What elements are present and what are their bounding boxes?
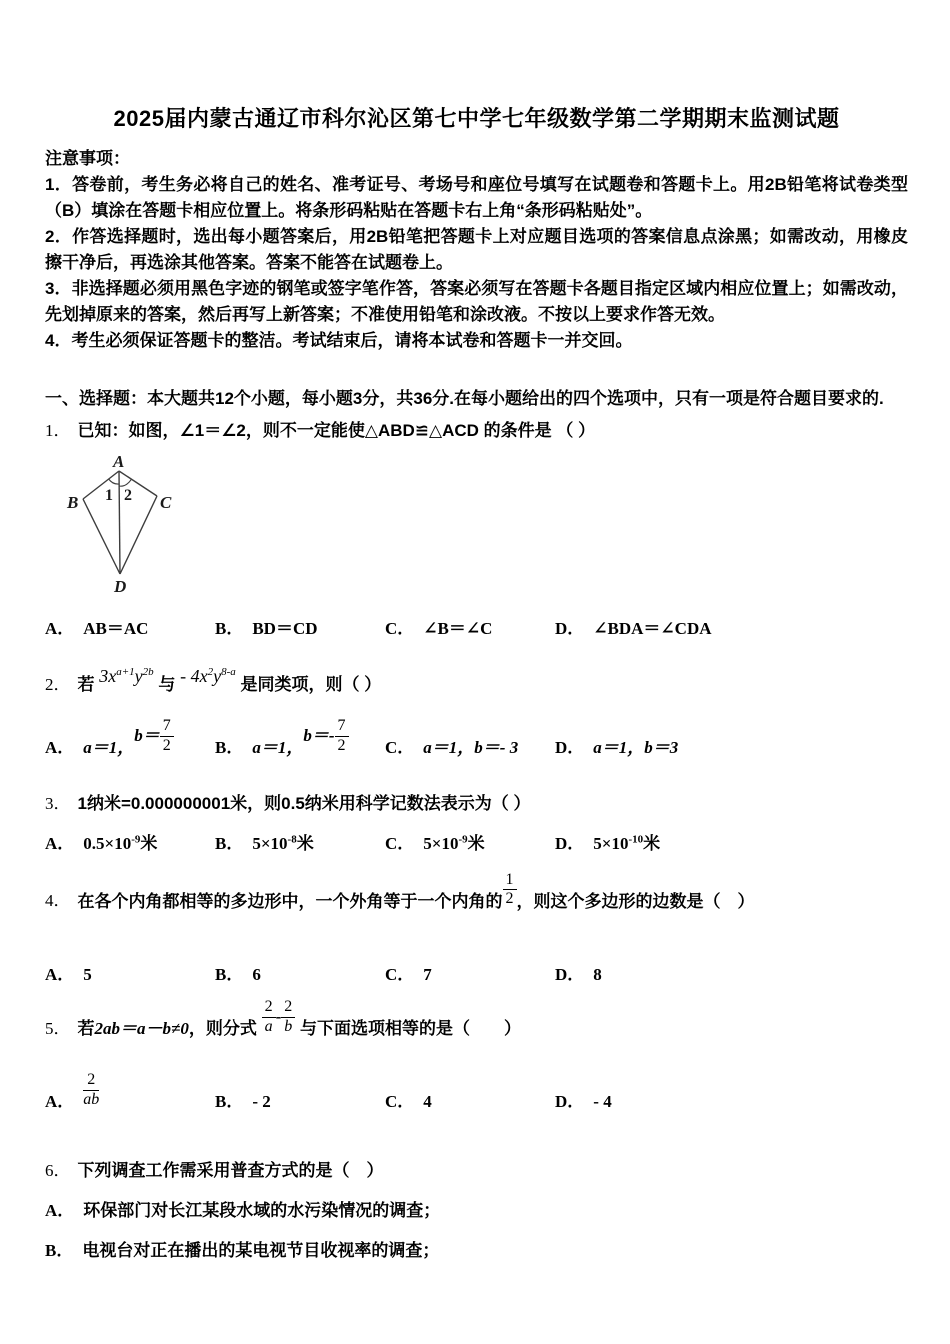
vertex-label-d: D — [114, 577, 127, 596]
angle-1-label: 1 — [105, 487, 113, 504]
option-letter: D． — [555, 737, 585, 757]
q6-option-b — [45, 1236, 908, 1261]
notice-item-2: 2．作答选择题时，选出每小题答案后，用2B铅笔把答题卡上对应题目选项的答案信息点涂黑；如需改动，用橡皮擦干净后，再选涂其他答案。答案不能答在试题卷上。 — [45, 227, 908, 272]
fraction — [262, 999, 276, 1036]
option-letter: B． — [215, 965, 244, 985]
fraction-denominator: 2 — [505, 890, 514, 908]
question-1-stem — [45, 420, 908, 442]
question-2-pre: 若 — [77, 675, 95, 694]
fraction-denominator: b — [284, 1017, 293, 1035]
option-letter: A． — [45, 1201, 75, 1221]
option-text: 4 — [423, 1091, 432, 1111]
q2-option-a — [45, 717, 215, 767]
fraction — [503, 872, 517, 909]
option-text: 6 — [252, 965, 261, 985]
q5-option-a — [45, 1070, 215, 1121]
q3-option-c — [385, 829, 555, 854]
fraction-denominator: a — [264, 1017, 273, 1035]
question-3-options — [45, 829, 908, 854]
monomial-base: y — [213, 666, 222, 686]
notice-heading: 注意事项： — [45, 149, 130, 168]
fraction-numerator: 2 — [83, 1072, 99, 1091]
question-1-text: 已知：如图，∠1＝∠2，则不一定能使△ABD≌△ACD 的条件是 （ ） — [77, 421, 596, 440]
option-text: $5\times 10^{-10}$米 — [593, 832, 661, 853]
question-4-options — [45, 960, 908, 985]
q5-option-b — [215, 1087, 385, 1112]
q2-option-d — [555, 733, 678, 758]
question-5-number: 5． — [45, 1018, 71, 1038]
q2-option-c — [385, 733, 555, 758]
option-text: 8 — [593, 965, 602, 985]
question-5-options — [45, 1070, 908, 1121]
option-letter: B． — [45, 1241, 74, 1261]
option-text: 7 — [423, 965, 432, 985]
option-text: ∠B＝∠C — [423, 619, 493, 638]
question-2-number: 2． — [45, 675, 71, 694]
fraction-numerator: 2 — [262, 999, 276, 1018]
monomial-base: - 4x — [180, 666, 208, 686]
fraction — [281, 999, 295, 1036]
option-letter: D． — [555, 1091, 585, 1111]
question-5-condition: 2ab＝a－b≠0 — [94, 1018, 189, 1038]
question-2-post: 是同类项，则（ ） — [240, 675, 382, 694]
question-4-number: 4． — [45, 891, 71, 911]
question-3-stem — [45, 793, 908, 815]
fraction — [160, 718, 174, 755]
q4-option-a — [45, 960, 215, 985]
question-4-pre: 在各个内角都相等的多边形中，一个外角等于一个内角的 — [77, 891, 503, 911]
angle-2-label: 2 — [124, 487, 132, 504]
unit: 米 — [643, 833, 661, 853]
monomial-base: y — [134, 666, 143, 686]
fraction-denominator: 2 — [162, 736, 171, 754]
option-letter: C． — [385, 965, 415, 985]
q3-option-a — [45, 829, 215, 854]
question-5-post: 与下面选项相等的是（ ） — [299, 1018, 521, 1038]
exponent: -8 — [287, 832, 297, 845]
option-text: $0.5\times 10^{-9}$米 — [83, 832, 158, 853]
unit: 米 — [467, 833, 485, 853]
option-text: $5\times 10^{-8}$米 — [252, 832, 314, 853]
question-3-text: 1纳米=0.000000001米，则0.5纳米用科学记数法表示为（ ） — [77, 793, 531, 813]
question-2-stem — [45, 666, 908, 696]
unit: 米 — [296, 833, 314, 853]
q1-option-d — [555, 614, 712, 639]
q2-option-b — [215, 717, 385, 767]
kite-diagram — [57, 452, 227, 602]
option-b-equals: b＝ — [134, 725, 160, 745]
question-6-text: 下列调查工作需采用普查方式的是（ ） — [77, 1161, 384, 1181]
notice-item-1: 1．答卷前，考生务必将自己的姓名、准考证号、考场号和座位号填写在试题卷和答题卡上。用2B铅笔将试卷类型（B）填涂在答题卡相应位置上。将条形码粘贴在答题卡右上角“条形码粘贴处”。 — [45, 175, 908, 220]
fraction-numerator: 2 — [281, 999, 295, 1018]
option-letter: B． — [215, 833, 244, 853]
fraction — [83, 1072, 99, 1109]
option-text: - 2 — [252, 1091, 271, 1111]
option-letter: B． — [215, 619, 244, 638]
option-text: $5\times 10^{-9}$米 — [423, 832, 485, 853]
q5-option-d — [555, 1087, 612, 1112]
option-b-equals: b＝- — [303, 725, 335, 745]
q4-option-d — [555, 960, 602, 985]
option-text: a＝1， — [83, 737, 135, 757]
option-letter: A． — [45, 737, 75, 757]
monomial-exponent: a+1 — [116, 666, 135, 678]
option-letter: C． — [385, 1091, 415, 1111]
question-4-stem — [45, 870, 908, 921]
notice-item-4: 4．考生必须保证答题卡的整洁。考试结束后，请将本试卷和答题卡一并交回。 — [45, 331, 633, 350]
notice-item-3: 3．非选择题必须用黑色字迹的钢笔或签字笔作答，答案必须写在答题卡各题目指定区域内相应位置上；如需改动，先划掉原来的答案，然后再写上新答案；不准使用铅笔和涂改液。不按以上要求作答无效。 — [45, 279, 908, 324]
q1-option-b — [215, 614, 385, 639]
q2-monomial-1 — [99, 661, 153, 687]
monomial-base: 3x — [99, 666, 117, 686]
fraction-numerator: 7 — [160, 718, 174, 737]
option-letter: B． — [215, 737, 244, 757]
question-1-number: 1． — [45, 421, 71, 440]
question-5-pre1: 若 — [77, 1018, 95, 1038]
monomial-exponent: 2b — [142, 666, 154, 678]
option-letter: C． — [385, 619, 415, 638]
option-letter: A． — [45, 619, 75, 638]
question-2-mid: 与 — [158, 675, 176, 694]
q1-option-a — [45, 614, 215, 639]
fraction-denominator: ab — [83, 1090, 100, 1108]
unit: 米 — [140, 833, 158, 853]
exponent: -10 — [628, 832, 644, 845]
option-text: a＝1， — [252, 737, 304, 757]
q3-option-b — [215, 829, 385, 854]
question-1-figure — [57, 452, 908, 602]
question-2-options — [45, 717, 908, 767]
question-1-options — [45, 614, 908, 639]
q1-option-c — [385, 614, 555, 639]
section-1-heading: 一、选择题：本大题共12个小题，每小题3分，共36分.在每小题给出的四个选项中，只有一项是符合题目要求的. — [45, 389, 884, 408]
question-3-number: 3． — [45, 793, 71, 813]
q3-option-d — [555, 829, 660, 854]
question-6-stem — [45, 1160, 908, 1182]
option-text: - 4 — [593, 1091, 612, 1111]
fraction-numerator: 7 — [335, 718, 349, 737]
option-text: BD＝CD — [252, 619, 318, 638]
q6-option-a — [45, 1196, 908, 1221]
q2-monomial-2 — [180, 661, 236, 687]
option-letter: B． — [215, 1091, 244, 1111]
question-4-post: ，则这个多边形的边数是（ ） — [516, 891, 755, 911]
vertex-label-c: C — [160, 493, 172, 512]
minus-sign: - — [275, 1006, 282, 1026]
monomial-exponent: 2 — [207, 666, 214, 678]
exponent: -9 — [458, 832, 468, 845]
option-letter: C． — [385, 737, 415, 757]
q4-option-b — [215, 960, 385, 985]
vertex-label-b: B — [67, 493, 79, 512]
notice-section — [45, 146, 908, 354]
question-5-stem — [45, 998, 908, 1048]
option-letter: D． — [555, 619, 585, 638]
option-letter: D． — [555, 965, 585, 985]
option-letter: A． — [45, 833, 75, 853]
question-5-pre2: ，则分式 — [188, 1018, 257, 1038]
exam-title: 2025届内蒙古通辽市科尔沁区第七中学七年级数学第二学期期末监测试题 — [113, 106, 840, 131]
option-text: a＝1，b＝3 — [593, 737, 679, 757]
option-letter: D． — [555, 833, 585, 853]
option-text: ∠BDA＝∠CDA — [593, 619, 712, 638]
option-text: AB＝AC — [83, 619, 149, 638]
option-text: a＝1，b＝- 3 — [423, 737, 519, 757]
option-letter: A． — [45, 1091, 75, 1111]
option-text: 环保部门对长江某段水域的水污染情况的调查； — [83, 1201, 441, 1221]
fraction-numerator: 1 — [503, 872, 517, 891]
monomial-exponent: 8-a — [221, 666, 236, 678]
fraction-denominator: 2 — [337, 736, 346, 754]
option-text: 5 — [83, 965, 92, 985]
vertex-label-a: A — [113, 452, 125, 471]
q5-option-c — [385, 1087, 555, 1112]
q4-option-c — [385, 960, 555, 985]
option-text: 电视台对正在播出的某电视节目收视率的调查； — [82, 1241, 440, 1261]
question-6-number: 6． — [45, 1161, 71, 1181]
exponent: -9 — [131, 832, 141, 845]
fraction — [335, 718, 349, 755]
option-letter: C． — [385, 833, 415, 853]
option-letter: A． — [45, 965, 75, 985]
